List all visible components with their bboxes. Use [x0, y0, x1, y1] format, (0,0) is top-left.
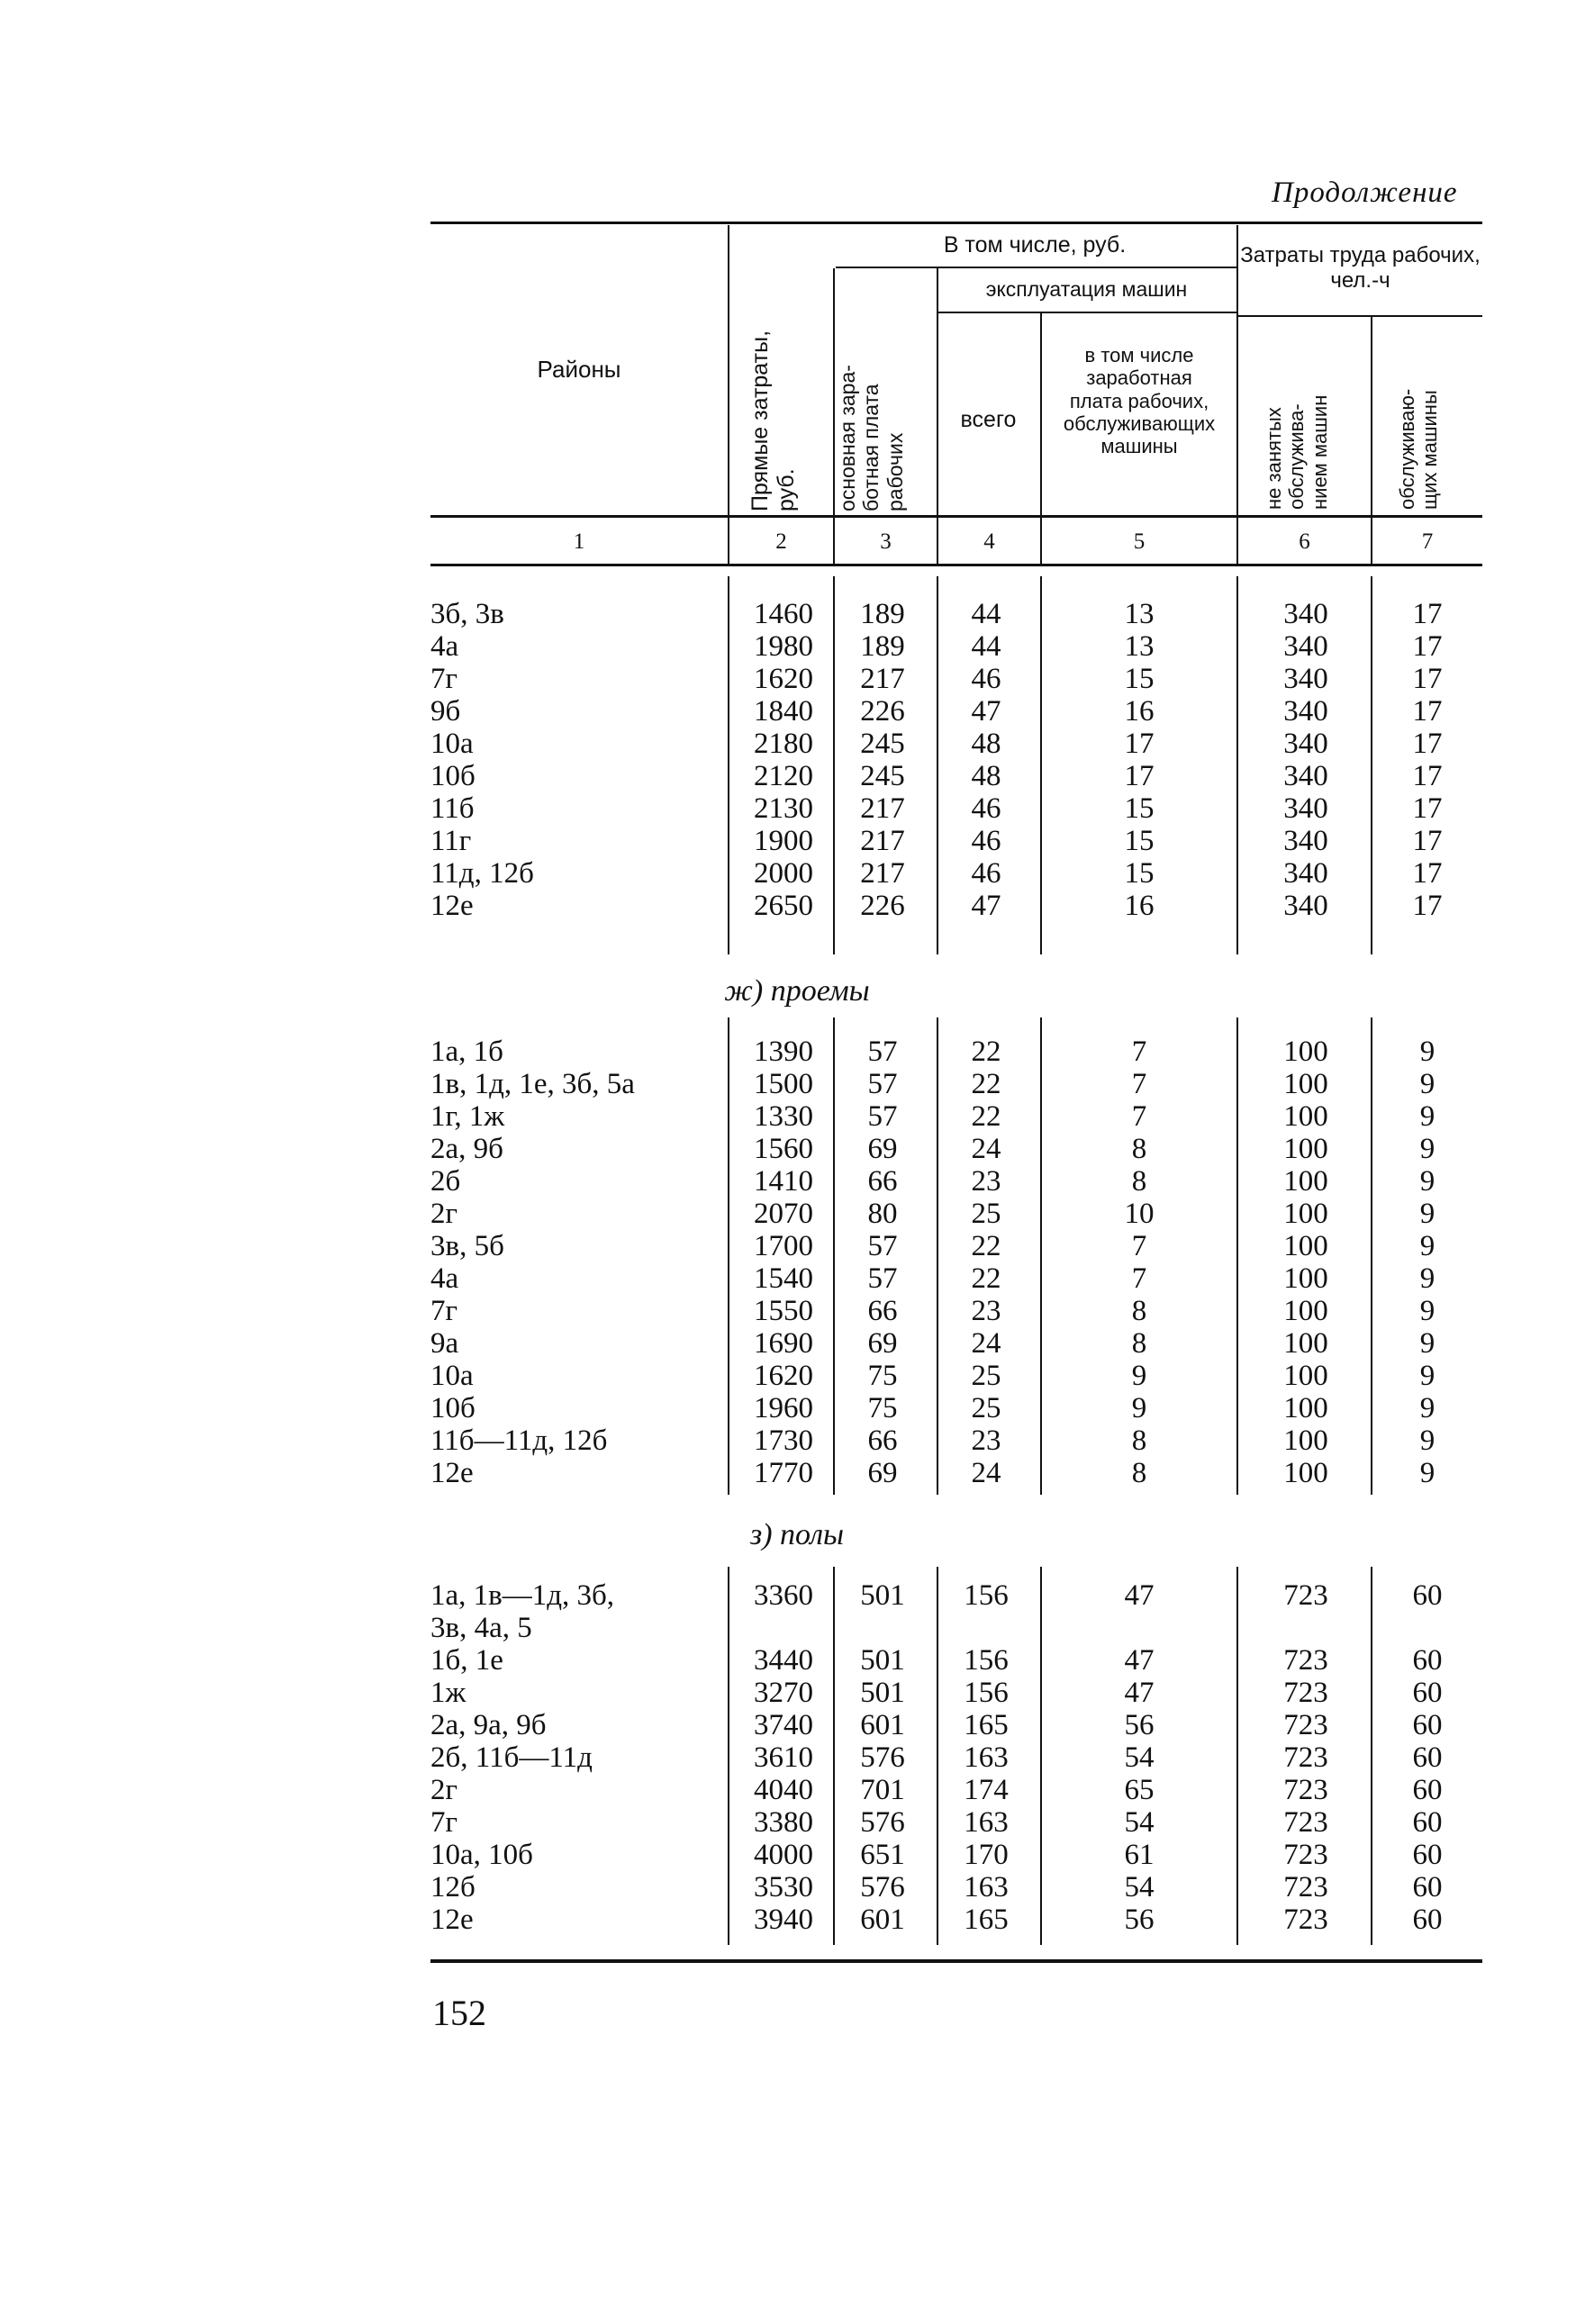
cell-direct-costs: 1620: [754, 1360, 813, 1392]
cell-basic-wage: 66: [867, 1165, 898, 1198]
cell-machine-total: 24: [971, 1457, 1001, 1489]
page-number: 152: [432, 1993, 486, 2033]
table-row: [0, 890, 1594, 922]
cell-labor-not-serving: 100: [1283, 1100, 1328, 1133]
cell-basic-wage: 75: [867, 1392, 898, 1424]
table-row: [0, 1165, 1594, 1198]
cell-district: 9б: [430, 695, 461, 728]
table-row: [0, 1741, 1594, 1774]
cell-basic-wage: 217: [860, 857, 905, 890]
header-districts: Районы: [537, 356, 621, 383]
cell-labor-serving: 17: [1412, 630, 1443, 663]
cell-direct-costs: 3530: [754, 1871, 813, 1904]
cell-labor-not-serving: 723: [1283, 1806, 1328, 1839]
cell-district: 11д, 12б: [430, 857, 534, 890]
cell-basic-wage: 501: [860, 1677, 905, 1709]
cell-machine-total: 165: [964, 1709, 1009, 1741]
cell-labor-not-serving: 340: [1283, 857, 1328, 890]
cell-direct-costs: 2180: [754, 728, 813, 760]
cell-basic-wage: 501: [860, 1644, 905, 1677]
cell-district: 10б: [430, 1392, 475, 1424]
cell-district: 12е: [430, 890, 474, 922]
cell-basic-wage: 189: [860, 598, 905, 630]
cell-district: 10а: [430, 1360, 474, 1392]
cell-machine-wage: 10: [1124, 1198, 1155, 1230]
cell-direct-costs: 1980: [754, 630, 813, 663]
cell-direct-costs: 3940: [754, 1904, 813, 1936]
cell-machine-total: 48: [971, 728, 1001, 760]
cell-basic-wage: 66: [867, 1424, 898, 1457]
cell-machine-total: 25: [971, 1360, 1001, 1392]
cell-district: 1в, 1д, 1е, 3б, 5а: [430, 1068, 635, 1100]
table-row: [0, 695, 1594, 728]
cell-machine-wage: 17: [1124, 728, 1155, 760]
cell-labor-not-serving: 723: [1283, 1741, 1328, 1774]
cell-district: 2г: [430, 1774, 458, 1806]
cell-direct-costs: 1460: [754, 598, 813, 630]
cell-labor-not-serving: 340: [1283, 825, 1328, 857]
cell-direct-costs: 2120: [754, 760, 813, 792]
col-number-3: 3: [880, 529, 892, 554]
cell-machine-wage: 56: [1124, 1904, 1155, 1936]
cell-machine-total: 23: [971, 1165, 1001, 1198]
table-row: [0, 663, 1594, 695]
cell-direct-costs: 1840: [754, 695, 813, 728]
cell-labor-not-serving: 723: [1283, 1644, 1328, 1677]
cell-direct-costs: 3610: [754, 1741, 813, 1774]
col-number-6: 6: [1299, 529, 1310, 554]
header-labor-costs: Затраты труда рабочих, чел.-ч: [1240, 243, 1481, 293]
cell-district: 11г: [430, 825, 472, 857]
cell-labor-not-serving: 100: [1283, 1035, 1328, 1068]
cell-district: 3в, 4а, 5: [430, 1612, 532, 1644]
cell-labor-serving: 9: [1419, 1100, 1436, 1133]
cell-machine-total: 46: [971, 792, 1001, 825]
col-number-4: 4: [983, 529, 995, 554]
cell-district: 1г, 1ж: [430, 1100, 505, 1133]
cell-basic-wage: 189: [860, 630, 905, 663]
header-not-employed: не занятых обслужива- нием машин: [1263, 394, 1331, 510]
header-machine-wage: в том числе заработная плата рабочих, обслуживающих машины: [1063, 344, 1216, 458]
cell-machine-wage: 8: [1131, 1457, 1147, 1489]
cell-labor-not-serving: 100: [1283, 1262, 1328, 1295]
cell-machine-wage: 7: [1131, 1262, 1147, 1295]
cell-machine-total: 156: [964, 1644, 1009, 1677]
cell-labor-serving: 9: [1419, 1068, 1436, 1100]
cell-machine-total: 44: [971, 598, 1001, 630]
cell-machine-wage: 15: [1124, 663, 1155, 695]
cell-basic-wage: 226: [860, 695, 905, 728]
cell-labor-not-serving: 723: [1283, 1904, 1328, 1936]
cell-machine-wage: 8: [1131, 1295, 1147, 1327]
cell-machine-total: 44: [971, 630, 1001, 663]
cell-machine-wage: 15: [1124, 825, 1155, 857]
cell-machine-wage: 7: [1131, 1100, 1147, 1133]
cell-district: 12б: [430, 1871, 475, 1904]
cell-labor-not-serving: 100: [1283, 1068, 1328, 1100]
cell-basic-wage: 651: [860, 1839, 905, 1871]
cell-labor-serving: 9: [1419, 1198, 1436, 1230]
cell-direct-costs: 2070: [754, 1198, 813, 1230]
cell-machine-total: 46: [971, 663, 1001, 695]
table-row: [0, 1100, 1594, 1133]
cell-machine-total: 46: [971, 857, 1001, 890]
cell-machine-total: 47: [971, 695, 1001, 728]
cell-basic-wage: 57: [867, 1035, 898, 1068]
cell-machine-wage: 13: [1124, 630, 1155, 663]
cell-direct-costs: 1620: [754, 663, 813, 695]
cell-labor-serving: 9: [1419, 1165, 1436, 1198]
cell-district: 12е: [430, 1904, 474, 1936]
cell-labor-not-serving: 340: [1283, 760, 1328, 792]
cell-district: 2г: [430, 1198, 458, 1230]
cell-basic-wage: 69: [867, 1327, 898, 1360]
cell-labor-not-serving: 100: [1283, 1424, 1328, 1457]
header-machine-operation: эксплуатация машин: [985, 277, 1188, 301]
cell-labor-serving: 9: [1419, 1133, 1436, 1165]
cell-basic-wage: 80: [867, 1198, 898, 1230]
cell-machine-total: 47: [971, 890, 1001, 922]
cell-labor-serving: 60: [1412, 1871, 1443, 1904]
table-row: [0, 1457, 1594, 1489]
cell-labor-serving: 17: [1412, 760, 1443, 792]
cell-basic-wage: 217: [860, 792, 905, 825]
cell-direct-costs: 1770: [754, 1457, 813, 1489]
cell-machine-wage: 15: [1124, 857, 1155, 890]
cell-labor-serving: 9: [1419, 1230, 1436, 1262]
cell-direct-costs: 1550: [754, 1295, 813, 1327]
cell-labor-serving: 9: [1419, 1360, 1436, 1392]
table-row: [0, 630, 1594, 663]
cell-direct-costs: 4040: [754, 1774, 813, 1806]
cell-district: 2а, 9а, 9б: [430, 1709, 547, 1741]
cell-labor-serving: 17: [1412, 598, 1443, 630]
section-title: з) полы: [749, 1518, 845, 1551]
cell-district: 11б: [430, 792, 475, 825]
header-including-rub: В том числе, руб.: [943, 232, 1127, 258]
cell-labor-serving: 17: [1412, 728, 1443, 760]
cell-direct-costs: 1560: [754, 1133, 813, 1165]
cell-basic-wage: 576: [860, 1741, 905, 1774]
cell-machine-total: 24: [971, 1133, 1001, 1165]
cell-district: 1ж: [430, 1677, 466, 1709]
cell-machine-total: 156: [964, 1677, 1009, 1709]
cell-labor-not-serving: 100: [1283, 1198, 1328, 1230]
cell-basic-wage: 576: [860, 1871, 905, 1904]
cell-labor-not-serving: 340: [1283, 663, 1328, 695]
table-row: [0, 1230, 1594, 1262]
cell-machine-wage: 16: [1124, 890, 1155, 922]
cell-labor-not-serving: 100: [1283, 1392, 1328, 1424]
cell-district: 4а: [430, 630, 459, 663]
cell-labor-serving: 60: [1412, 1904, 1443, 1936]
cell-labor-not-serving: 100: [1283, 1230, 1328, 1262]
cell-labor-not-serving: 723: [1283, 1579, 1328, 1612]
cell-machine-total: 25: [971, 1392, 1001, 1424]
cell-basic-wage: 69: [867, 1457, 898, 1489]
cell-labor-not-serving: 100: [1283, 1457, 1328, 1489]
cell-machine-wage: 8: [1131, 1165, 1147, 1198]
table-row: [0, 1871, 1594, 1904]
cell-direct-costs: 4000: [754, 1839, 813, 1871]
cell-labor-not-serving: 723: [1283, 1709, 1328, 1741]
cell-machine-wage: 47: [1124, 1677, 1155, 1709]
cell-machine-total: 22: [971, 1068, 1001, 1100]
cell-labor-serving: 9: [1419, 1295, 1436, 1327]
cell-machine-total: 163: [964, 1741, 1009, 1774]
cell-direct-costs: 1730: [754, 1424, 813, 1457]
cell-labor-serving: 9: [1419, 1262, 1436, 1295]
table-row: [0, 1839, 1594, 1871]
cell-district: 2а, 9б: [430, 1133, 503, 1165]
table-row: [0, 1904, 1594, 1936]
cell-machine-wage: 9: [1131, 1360, 1147, 1392]
cell-district: 7г: [430, 1295, 458, 1327]
cell-direct-costs: 1390: [754, 1035, 813, 1068]
cell-labor-not-serving: 723: [1283, 1871, 1328, 1904]
cell-machine-wage: 47: [1124, 1579, 1155, 1612]
cell-labor-serving: 17: [1412, 695, 1443, 728]
table-row: [0, 792, 1594, 825]
cell-labor-serving: 60: [1412, 1644, 1443, 1677]
table-row: [0, 760, 1594, 792]
cell-basic-wage: 57: [867, 1230, 898, 1262]
cell-basic-wage: 57: [867, 1100, 898, 1133]
header-serving-machines: обслуживаю- щих машины: [1396, 388, 1442, 510]
table-row: [0, 825, 1594, 857]
cell-district: 3в, 5б: [430, 1230, 504, 1262]
cell-district: 10а: [430, 728, 474, 760]
cell-basic-wage: 576: [860, 1806, 905, 1839]
cell-basic-wage: 66: [867, 1295, 898, 1327]
cell-machine-total: 22: [971, 1035, 1001, 1068]
cell-district: 12е: [430, 1457, 474, 1489]
cell-labor-serving: 60: [1412, 1806, 1443, 1839]
cell-direct-costs: 1330: [754, 1100, 813, 1133]
cell-district: 1б, 1е: [430, 1644, 503, 1677]
cell-machine-total: 23: [971, 1424, 1001, 1457]
cell-direct-costs: 3270: [754, 1677, 813, 1709]
cell-direct-costs: 1540: [754, 1262, 813, 1295]
cell-labor-serving: 17: [1412, 825, 1443, 857]
table-row: [0, 1644, 1594, 1677]
cell-machine-wage: 54: [1124, 1806, 1155, 1839]
cell-machine-total: 23: [971, 1295, 1001, 1327]
cell-district: 3б, 3в: [430, 598, 504, 630]
cell-direct-costs: 1410: [754, 1165, 813, 1198]
cell-labor-not-serving: 340: [1283, 695, 1328, 728]
col-number-5: 5: [1133, 529, 1146, 554]
cell-machine-total: 22: [971, 1262, 1001, 1295]
cell-direct-costs: 3360: [754, 1579, 813, 1612]
cell-machine-total: 163: [964, 1871, 1009, 1904]
table-row: [0, 598, 1594, 630]
cell-direct-costs: 3740: [754, 1709, 813, 1741]
cell-machine-wage: 56: [1124, 1709, 1155, 1741]
cell-basic-wage: 226: [860, 890, 905, 922]
cell-labor-not-serving: 723: [1283, 1839, 1328, 1871]
bottom-rule: [430, 1959, 1482, 1963]
table-row: [0, 728, 1594, 760]
table-row: [0, 1774, 1594, 1806]
cell-direct-costs: 1500: [754, 1068, 813, 1100]
cell-basic-wage: 601: [860, 1709, 905, 1741]
cell-machine-total: 48: [971, 760, 1001, 792]
cell-direct-costs: 1700: [754, 1230, 813, 1262]
cell-machine-wage: 54: [1124, 1871, 1155, 1904]
header-direct-costs: Прямые затраты, руб.: [747, 330, 799, 511]
cell-district: 1а, 1б: [430, 1035, 503, 1068]
continuation-label: Продолжение: [1272, 176, 1458, 209]
table-row: [0, 1709, 1594, 1741]
table-row: [0, 1806, 1594, 1839]
cell-labor-not-serving: 723: [1283, 1774, 1328, 1806]
cell-labor-serving: 9: [1419, 1424, 1436, 1457]
cell-machine-wage: 65: [1124, 1774, 1155, 1806]
cell-basic-wage: 701: [860, 1774, 905, 1806]
cell-labor-not-serving: 340: [1283, 890, 1328, 922]
cell-district: 2б, 11б—11д: [430, 1741, 593, 1774]
cell-labor-serving: 60: [1412, 1709, 1443, 1741]
cell-machine-total: 165: [964, 1904, 1009, 1936]
cell-machine-wage: 7: [1131, 1035, 1147, 1068]
cell-district: 9а: [430, 1327, 459, 1360]
cell-basic-wage: 245: [860, 760, 905, 792]
cell-basic-wage: 245: [860, 728, 905, 760]
cell-machine-wage: 61: [1124, 1839, 1155, 1871]
table-row: [0, 1360, 1594, 1392]
cell-direct-costs: 1690: [754, 1327, 813, 1360]
cell-labor-not-serving: 100: [1283, 1295, 1328, 1327]
cell-district: 4а: [430, 1262, 459, 1295]
cell-labor-not-serving: 100: [1283, 1360, 1328, 1392]
cell-direct-costs: 2000: [754, 857, 813, 890]
cell-labor-not-serving: 340: [1283, 598, 1328, 630]
cell-machine-wage: 8: [1131, 1133, 1147, 1165]
cell-labor-serving: 9: [1419, 1392, 1436, 1424]
cell-direct-costs: 1900: [754, 825, 813, 857]
cell-district: 2б: [430, 1165, 461, 1198]
cell-labor-not-serving: 100: [1283, 1327, 1328, 1360]
col-number-7: 7: [1421, 529, 1434, 554]
cell-direct-costs: 1960: [754, 1392, 813, 1424]
cell-labor-not-serving: 100: [1283, 1165, 1328, 1198]
cell-basic-wage: 217: [860, 663, 905, 695]
table-row: [0, 1612, 1594, 1644]
table-row: [0, 1579, 1594, 1612]
cell-labor-serving: 60: [1412, 1839, 1443, 1871]
cell-district: 10б: [430, 760, 475, 792]
cell-basic-wage: 217: [860, 825, 905, 857]
cell-machine-wage: 8: [1131, 1424, 1147, 1457]
cell-labor-serving: 60: [1412, 1774, 1443, 1806]
cell-labor-serving: 9: [1419, 1327, 1436, 1360]
cell-machine-total: 46: [971, 825, 1001, 857]
table-row: [0, 1677, 1594, 1709]
cell-machine-total: 156: [964, 1579, 1009, 1612]
col-number-2: 2: [775, 529, 787, 554]
cell-machine-total: 170: [964, 1839, 1009, 1871]
table-row: [0, 1262, 1594, 1295]
cell-labor-serving: 17: [1412, 663, 1443, 695]
cell-district: 7г: [430, 1806, 458, 1839]
cell-labor-serving: 17: [1412, 857, 1443, 890]
cell-labor-not-serving: 100: [1283, 1133, 1328, 1165]
cell-labor-not-serving: 340: [1283, 630, 1328, 663]
table-row: [0, 857, 1594, 890]
cell-machine-wage: 17: [1124, 760, 1155, 792]
cell-district: 11б—11д, 12б: [430, 1424, 608, 1457]
cell-labor-serving: 17: [1412, 792, 1443, 825]
table-row: [0, 1068, 1594, 1100]
cell-labor-serving: 9: [1419, 1035, 1436, 1068]
cell-machine-total: 174: [964, 1774, 1009, 1806]
cell-machine-wage: 16: [1124, 695, 1155, 728]
section-title: ж) проемы: [724, 974, 870, 1008]
cell-machine-wage: 8: [1131, 1327, 1147, 1360]
col-number-1: 1: [573, 529, 585, 554]
cell-basic-wage: 57: [867, 1262, 898, 1295]
cell-direct-costs: 3380: [754, 1806, 813, 1839]
cell-labor-serving: 60: [1412, 1741, 1443, 1774]
cell-basic-wage: 57: [867, 1068, 898, 1100]
cell-machine-wage: 9: [1131, 1392, 1147, 1424]
cell-labor-not-serving: 723: [1283, 1677, 1328, 1709]
cell-basic-wage: 601: [860, 1904, 905, 1936]
header-basic-wage: основная зара- ботная плата рабочих: [836, 365, 907, 511]
cell-machine-wage: 47: [1124, 1644, 1155, 1677]
cell-machine-wage: 54: [1124, 1741, 1155, 1774]
table-row: [0, 1295, 1594, 1327]
cell-labor-not-serving: 340: [1283, 728, 1328, 760]
cell-machine-wage: 7: [1131, 1230, 1147, 1262]
table-row: [0, 1198, 1594, 1230]
cell-direct-costs: 2650: [754, 890, 813, 922]
cell-district: 10а, 10б: [430, 1839, 533, 1871]
cell-direct-costs: 2130: [754, 792, 813, 825]
cell-machine-wage: 15: [1124, 792, 1155, 825]
cell-machine-total: 25: [971, 1198, 1001, 1230]
cell-labor-not-serving: 340: [1283, 792, 1328, 825]
cell-machine-total: 22: [971, 1100, 1001, 1133]
cell-basic-wage: 75: [867, 1360, 898, 1392]
cell-labor-serving: 60: [1412, 1677, 1443, 1709]
cell-machine-total: 163: [964, 1806, 1009, 1839]
cell-basic-wage: 501: [860, 1579, 905, 1612]
table-row: [0, 1035, 1594, 1068]
cell-labor-serving: 60: [1412, 1579, 1443, 1612]
cell-labor-serving: 17: [1412, 890, 1443, 922]
cell-basic-wage: 69: [867, 1133, 898, 1165]
cell-district: 1а, 1в—1д, 3б,: [430, 1579, 615, 1612]
cell-district: 7г: [430, 663, 458, 695]
table-row: [0, 1392, 1594, 1424]
cell-direct-costs: 3440: [754, 1644, 813, 1677]
cell-machine-wage: 7: [1131, 1068, 1147, 1100]
cell-machine-total: 24: [971, 1327, 1001, 1360]
table-row: [0, 1424, 1594, 1457]
header-total: всего: [960, 407, 1017, 432]
cell-machine-wage: 13: [1124, 598, 1155, 630]
cell-labor-serving: 9: [1419, 1457, 1436, 1489]
table-row: [0, 1133, 1594, 1165]
table-row: [0, 1327, 1594, 1360]
cell-machine-total: 22: [971, 1230, 1001, 1262]
